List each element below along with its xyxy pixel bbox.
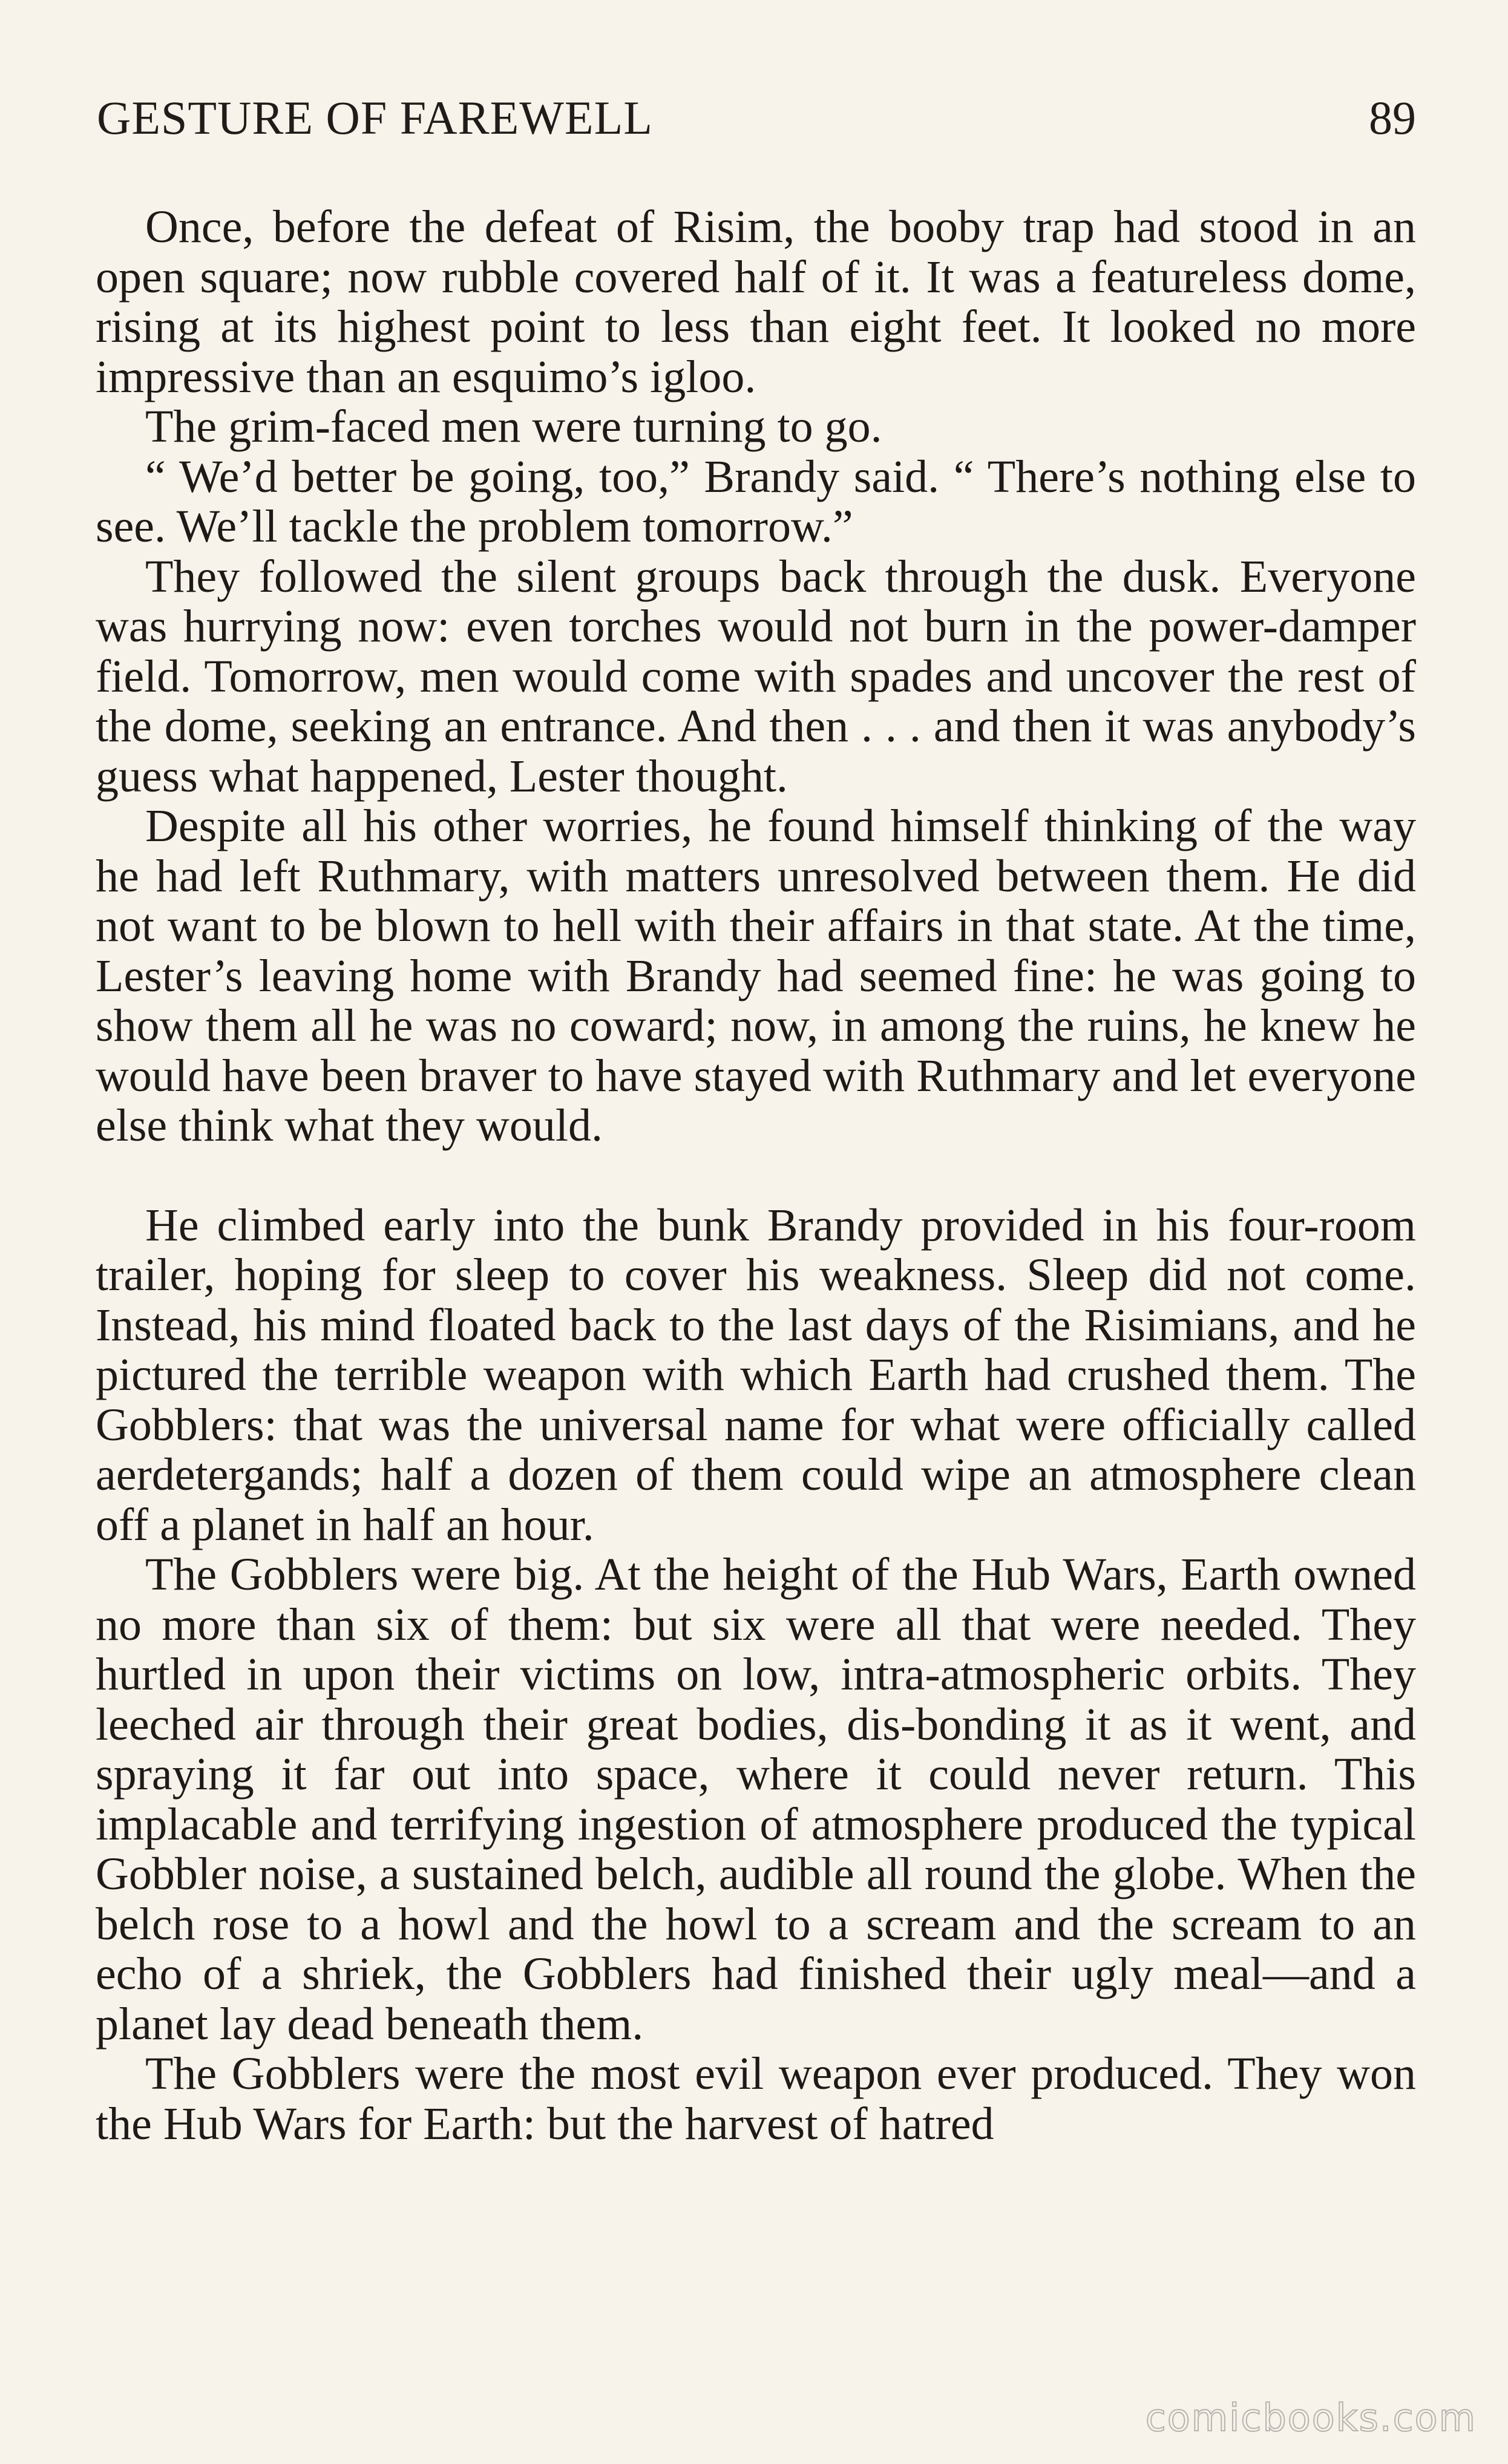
page-number: 89: [1369, 91, 1416, 144]
paragraph-2: The grim-faced men were turning to go.: [145, 401, 882, 452]
chapter-title: GESTURE OF FAREWELL: [97, 91, 653, 144]
watermark-logo: comicbooks.com: [1145, 2396, 1477, 2440]
body-text: [96, 202, 1416, 2149]
paragraph-6: He climbed early into the bunk Brandy provided in his four-room trailer, hoping for sleep to cover his weakness. Sleep did not come. Instead, his mind floated back to the last days of the Risimians, and he pictured the terrible weapon with which Earth had crushed them. The Gobblers: that was the universal name for what were officially called aerdetergands; half a dozen of them could wipe an atmosphere clean off a planet in half an hour.: [96, 1199, 1416, 1550]
paragraph-3: “ We’d better be going, too,” Brandy said. “ There’s nothing else to see. We’ll tackle the problem tomorrow.”: [96, 451, 1416, 552]
paragraph-1: Once, before the defeat of Risim, the booby trap had stood in an open square; now rubble covered half of it. It was a featureless dome, rising at its highest point to less than eight feet. It looked no more impressive than an esquimo’s igloo.: [96, 202, 1416, 402]
paragraph-8: The Gobblers were the most evil weapon ever produced. They won the Hub Wars for Earth: but the harvest of hatred: [96, 2048, 1416, 2149]
paragraph-5: Despite all his other worries, he found himself thinking of the way he had left Ruthmary, with matters unresolved between them. He did not want to be blown to hell with their affairs in that state. At the time, Lester’s leaving home with Brandy had seemed fine: he was going to show them all he was no coward; now, in among the ruins, he knew he would have been braver to have stayed with Ruthmary and let everyone else think what they would.: [96, 801, 1416, 1151]
paragraph-4: They followed the silent groups back through the dusk. Everyone was hurrying now: even torches would not burn in the power-damper field. Tomorrow, men would come with spades and uncover the rest of the dome, seeking an entrance. And then . . . and then it was anybody’s guess what happened, Lester thought.: [96, 551, 1416, 802]
running-head: [97, 91, 1416, 157]
paragraph-7: The Gobblers were big. At the height of the Hub Wars, Earth owned no more than six of them: but six were all that were needed. They hurtled in upon their victims on low, intra-atmospheric orbits. They leeched air through their great bodies, dis-bonding it as it went, and spraying it far out into space, where it could never return. This implacable and terrifying ingestion of atmosphere produced the typical Gobbler noise, a sustained belch, audible all round the globe. When the belch rose to a howl and the howl to a scream and the scream to an echo of a shriek, the Gobblers had finished their ugly meal—and a planet lay dead beneath them.: [96, 1549, 1416, 2050]
section-break: [96, 1151, 1416, 1201]
